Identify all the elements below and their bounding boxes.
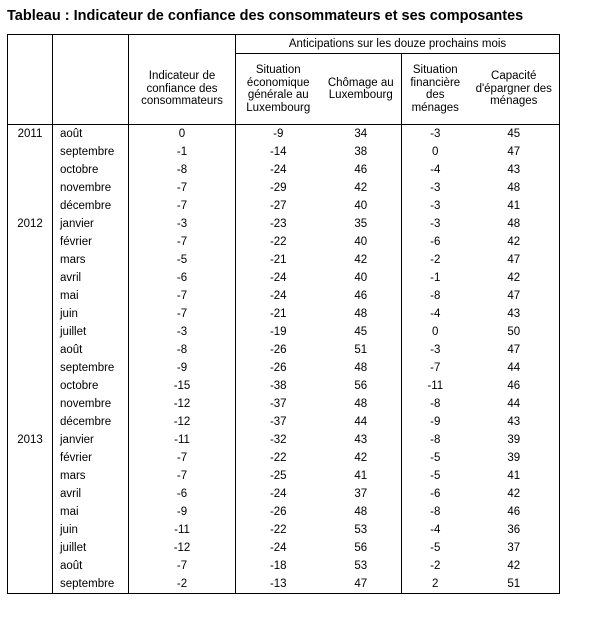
month-cell: septembre <box>53 575 129 594</box>
savings-capacity-cell: 47 <box>469 143 560 161</box>
unemployment-cell: 40 <box>354 236 368 248</box>
unemployment-cell: 42 <box>354 182 368 194</box>
month-cell: octobre <box>53 377 129 395</box>
group-header-row <box>8 35 560 54</box>
table-row <box>8 503 560 521</box>
savings-capacity-cell: 37 <box>469 539 560 557</box>
column-header-row <box>8 54 560 125</box>
economic-situation-cell: -22 <box>236 233 321 251</box>
savings-capacity-cell: 42 <box>469 485 560 503</box>
unemployment-cell: 51 <box>354 344 368 356</box>
savings-capacity-cell: 46 <box>469 377 560 395</box>
unemployment-cell: 48 <box>354 398 368 410</box>
savings-capacity-cell: 41 <box>469 467 560 485</box>
unemployment-cell: 48 <box>354 308 368 320</box>
month-cell: mai <box>53 287 129 305</box>
table-row <box>8 179 560 197</box>
unemployment-cell: 43 <box>354 434 368 446</box>
economic-situation-cell: -26 <box>236 341 321 359</box>
savings-capacity-cell: 41 <box>469 197 560 215</box>
year-cell <box>8 323 53 341</box>
savings-capacity-cell: 47 <box>469 341 560 359</box>
table-row <box>8 251 560 269</box>
month-cell: avril <box>53 485 129 503</box>
month-cell: mars <box>53 467 129 485</box>
month-header-cell-2 <box>53 54 129 125</box>
indicator-cell: -2 <box>129 575 236 594</box>
table-row <box>8 287 560 305</box>
year-cell <box>8 503 53 521</box>
indicator-cell: -7 <box>129 287 236 305</box>
unemployment-cell: 56 <box>354 542 368 554</box>
year-cell <box>8 539 53 557</box>
month-cell: juillet <box>53 323 129 341</box>
year-cell <box>8 395 53 413</box>
unemployment-cell: 45 <box>354 326 368 338</box>
economic-situation-cell: -23 <box>236 215 321 233</box>
table-row <box>8 557 560 575</box>
year-cell <box>8 251 53 269</box>
column-header: Capacité d'épargner des ménages <box>469 54 560 125</box>
year-cell <box>8 197 53 215</box>
financial-situation-cell: -8 <box>402 395 469 413</box>
financial-situation-cell: -9 <box>402 413 469 431</box>
table-row <box>8 341 560 359</box>
month-cell: septembre <box>53 359 129 377</box>
unemployment-cell: 37 <box>354 488 368 500</box>
savings-capacity-cell: 42 <box>469 557 560 575</box>
financial-situation-cell: -2 <box>402 251 469 269</box>
financial-situation-cell: -11 <box>402 377 469 395</box>
indicator-cell: -6 <box>129 269 236 287</box>
month-cell: août <box>53 557 129 575</box>
table-row <box>8 197 560 215</box>
financial-situation-cell: -8 <box>402 503 469 521</box>
financial-situation-cell: 2 <box>402 575 469 594</box>
year-cell <box>8 377 53 395</box>
year-cell <box>8 575 53 594</box>
year-header-cell-2 <box>8 54 53 125</box>
year-cell <box>8 287 53 305</box>
year-cell <box>8 413 53 431</box>
savings-capacity-cell: 44 <box>469 359 560 377</box>
savings-capacity-cell: 43 <box>469 161 560 179</box>
table-row <box>8 395 560 413</box>
unemployment-cell: 53 <box>354 524 368 536</box>
savings-capacity-cell: 44 <box>469 395 560 413</box>
economic-situation-cell: -22 <box>236 449 321 467</box>
indicator-cell: -12 <box>129 539 236 557</box>
economic-situation-cell: -19 <box>236 323 321 341</box>
table-row <box>8 305 560 323</box>
economic-situation-cell: -32 <box>236 431 321 449</box>
savings-capacity-cell: 46 <box>469 503 560 521</box>
month-cell: novembre <box>53 179 129 197</box>
table-row <box>8 449 560 467</box>
table-row <box>8 575 560 594</box>
month-cell: septembre <box>53 143 129 161</box>
indicator-cell: -9 <box>129 359 236 377</box>
financial-situation-cell: -4 <box>402 161 469 179</box>
economic-situation-cell: -9 <box>236 125 321 144</box>
unemployment-cell: 40 <box>354 272 368 284</box>
month-cell: avril <box>53 269 129 287</box>
savings-capacity-cell: 39 <box>469 449 560 467</box>
table-row <box>8 431 560 449</box>
table-row <box>8 485 560 503</box>
table-row <box>8 233 560 251</box>
table-row <box>8 161 560 179</box>
year-cell <box>8 557 53 575</box>
column-header: Indicateur de confiance des consommateurs <box>129 54 236 125</box>
economic-situation-cell: -24 <box>236 269 321 287</box>
unemployment-cell: 35 <box>354 218 368 230</box>
financial-situation-cell: -3 <box>402 341 469 359</box>
month-cell: janvier <box>53 215 129 233</box>
financial-situation-cell: -5 <box>402 449 469 467</box>
year-cell: 2012 <box>8 215 53 233</box>
financial-situation-cell: 0 <box>402 323 469 341</box>
table-row <box>8 143 560 161</box>
unemployment-cell: 56 <box>354 380 368 392</box>
month-cell: juin <box>53 305 129 323</box>
financial-situation-cell: -3 <box>402 215 469 233</box>
unemployment-cell: 48 <box>354 362 368 374</box>
financial-situation-cell: -8 <box>402 431 469 449</box>
month-cell: août <box>53 125 129 144</box>
unemployment-cell: 44 <box>354 416 368 428</box>
economic-situation-cell: -24 <box>236 539 321 557</box>
savings-capacity-cell: 43 <box>469 413 560 431</box>
unemployment-cell: 53 <box>354 560 368 572</box>
year-cell <box>8 341 53 359</box>
economic-situation-cell: -37 <box>236 413 321 431</box>
economic-situation-cell: -18 <box>236 557 321 575</box>
financial-situation-cell: -1 <box>402 269 469 287</box>
savings-capacity-cell: 47 <box>469 251 560 269</box>
year-cell <box>8 269 53 287</box>
indicator-cell: 0 <box>129 125 236 144</box>
indicator-cell: -7 <box>129 467 236 485</box>
month-cell: juillet <box>53 539 129 557</box>
indicator-cell: -12 <box>129 413 236 431</box>
savings-capacity-cell: 48 <box>469 179 560 197</box>
year-cell <box>8 521 53 539</box>
year-cell <box>8 449 53 467</box>
year-cell <box>8 305 53 323</box>
month-cell: août <box>53 341 129 359</box>
year-cell <box>8 467 53 485</box>
indicator-cell: -7 <box>129 197 236 215</box>
savings-capacity-cell: 42 <box>469 269 560 287</box>
indicator-cell: -7 <box>129 305 236 323</box>
savings-capacity-cell: 47 <box>469 287 560 305</box>
financial-situation-cell: 0 <box>402 143 469 161</box>
economic-situation-cell: -22 <box>236 521 321 539</box>
month-cell: février <box>53 449 129 467</box>
financial-situation-cell: -3 <box>402 125 469 144</box>
table-row <box>8 539 560 557</box>
month-cell: décembre <box>53 413 129 431</box>
indicator-group-spacer <box>129 35 236 54</box>
savings-capacity-cell: 45 <box>469 125 560 144</box>
month-cell: mars <box>53 251 129 269</box>
table-row <box>8 413 560 431</box>
economic-situation-cell: -25 <box>236 467 321 485</box>
table-row <box>8 269 560 287</box>
column-header: Situation financière des ménages <box>402 54 469 125</box>
financial-situation-cell: -8 <box>402 287 469 305</box>
indicator-cell: -1 <box>129 143 236 161</box>
financial-situation-cell: -2 <box>402 557 469 575</box>
month-cell: février <box>53 233 129 251</box>
economic-situation-cell: -26 <box>236 359 321 377</box>
year-cell <box>8 179 53 197</box>
financial-situation-cell: -6 <box>402 233 469 251</box>
savings-capacity-cell: 48 <box>469 215 560 233</box>
year-cell <box>8 143 53 161</box>
indicator-cell: -3 <box>129 323 236 341</box>
unemployment-cell: 46 <box>354 290 368 302</box>
financial-situation-cell: -5 <box>402 467 469 485</box>
table-row <box>8 323 560 341</box>
table-row <box>8 467 560 485</box>
economic-situation-cell: -21 <box>236 251 321 269</box>
savings-capacity-cell: 51 <box>469 575 560 594</box>
indicator-cell: -7 <box>129 449 236 467</box>
financial-situation-cell: -6 <box>402 485 469 503</box>
economic-situation-cell: -29 <box>236 179 321 197</box>
year-header-cell <box>8 35 53 54</box>
column-header: Chômage au Luxembourg <box>321 54 402 125</box>
indicator-cell: -15 <box>129 377 236 395</box>
unemployment-cell: 48 <box>354 506 368 518</box>
indicator-cell: -7 <box>129 233 236 251</box>
financial-situation-cell: -3 <box>402 179 469 197</box>
year-cell: 2011 <box>8 125 53 144</box>
year-cell <box>8 485 53 503</box>
month-cell: octobre <box>53 161 129 179</box>
economic-situation-cell: -27 <box>236 197 321 215</box>
month-cell: juin <box>53 521 129 539</box>
month-cell: novembre <box>53 395 129 413</box>
month-cell: janvier <box>53 431 129 449</box>
savings-capacity-cell: 50 <box>469 323 560 341</box>
table-row <box>8 125 560 144</box>
unemployment-cell: 41 <box>354 470 368 482</box>
economic-situation-cell: -13 <box>236 575 321 594</box>
indicator-cell: -11 <box>129 521 236 539</box>
financial-situation-cell: -4 <box>402 521 469 539</box>
month-cell: mai <box>53 503 129 521</box>
group-header-anticipations: Anticipations sur les douze prochains mois <box>236 35 560 54</box>
indicator-cell: -11 <box>129 431 236 449</box>
indicator-cell: -9 <box>129 503 236 521</box>
savings-capacity-cell: 42 <box>469 233 560 251</box>
indicator-cell: -7 <box>129 179 236 197</box>
economic-situation-cell: -24 <box>236 485 321 503</box>
financial-situation-cell: -3 <box>402 197 469 215</box>
indicator-cell: -5 <box>129 251 236 269</box>
economic-situation-cell: -37 <box>236 395 321 413</box>
confidence-table <box>7 34 560 594</box>
economic-situation-cell: -38 <box>236 377 321 395</box>
unemployment-cell: 40 <box>354 200 368 212</box>
year-cell <box>8 233 53 251</box>
month-header-cell <box>53 35 129 54</box>
table-row <box>8 521 560 539</box>
unemployment-cell: 34 <box>354 128 368 140</box>
table-row <box>8 359 560 377</box>
indicator-cell: -12 <box>129 395 236 413</box>
indicator-cell: -3 <box>129 215 236 233</box>
savings-capacity-cell: 43 <box>469 305 560 323</box>
economic-situation-cell: -21 <box>236 305 321 323</box>
economic-situation-cell: -24 <box>236 287 321 305</box>
year-cell <box>8 359 53 377</box>
year-cell: 2013 <box>8 431 53 449</box>
savings-capacity-cell: 36 <box>469 521 560 539</box>
year-cell <box>8 161 53 179</box>
unemployment-cell: 42 <box>354 452 368 464</box>
unemployment-cell: 42 <box>354 254 368 266</box>
indicator-cell: -8 <box>129 161 236 179</box>
unemployment-cell: 47 <box>321 575 402 594</box>
financial-situation-cell: -5 <box>402 539 469 557</box>
indicator-cell: -7 <box>129 557 236 575</box>
financial-situation-cell: -4 <box>402 305 469 323</box>
table-row <box>8 215 560 233</box>
economic-situation-cell: -14 <box>236 143 321 161</box>
month-cell: décembre <box>53 197 129 215</box>
column-header: Situation économique générale au Luxembourg <box>236 54 321 125</box>
indicator-cell: -8 <box>129 341 236 359</box>
table-row <box>8 377 560 395</box>
economic-situation-cell: -24 <box>236 161 321 179</box>
economic-situation-cell: -26 <box>236 503 321 521</box>
indicator-cell: -6 <box>129 485 236 503</box>
financial-situation-cell: -7 <box>402 359 469 377</box>
table-title: Tableau : Indicateur de confiance des consommateurs et ses composantes <box>7 8 524 24</box>
savings-capacity-cell: 39 <box>469 431 560 449</box>
unemployment-cell: 46 <box>354 164 368 176</box>
unemployment-cell: 38 <box>354 146 368 158</box>
